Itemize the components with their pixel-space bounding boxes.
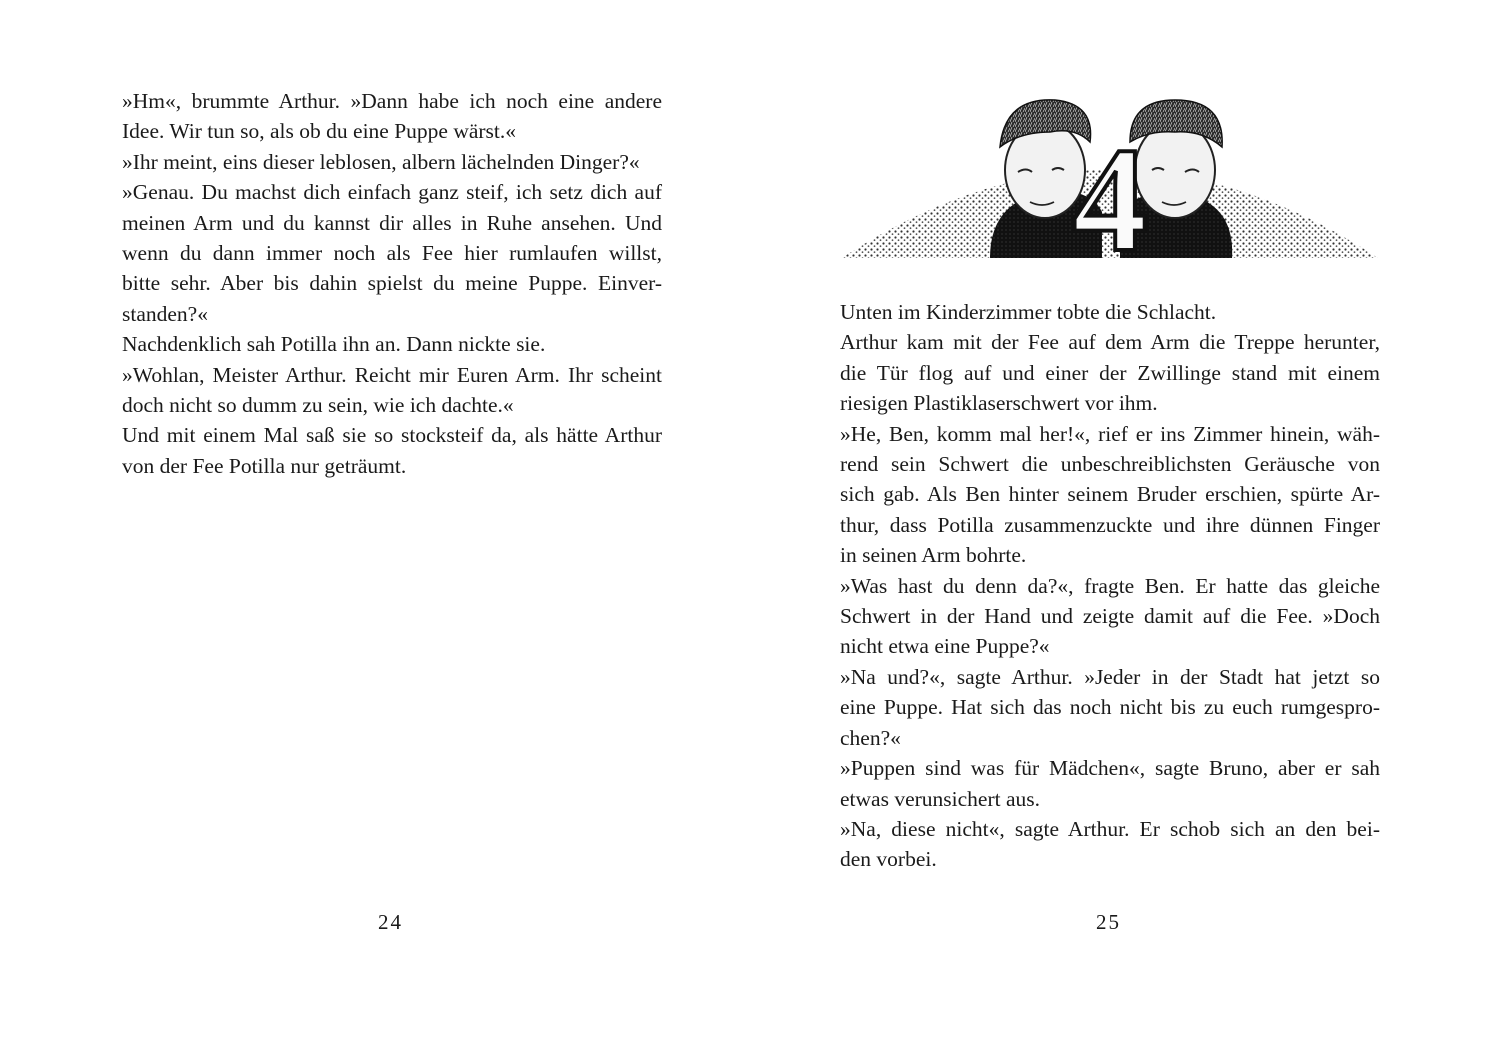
text-line: die Tür flog auf und einer der Zwillinge stand mit einem bbox=[840, 360, 1380, 385]
text-line: bitte sehr. Aber bis dahin spielst du meine Puppe. Einver- bbox=[122, 271, 662, 296]
text-line: »Na, diese nicht«, sagte Arthur. Er schob sich an den bei- bbox=[840, 816, 1380, 841]
text-line: Idee. Wir tun so, als ob du eine Puppe wärst.« bbox=[122, 119, 517, 144]
text-line: nicht etwa eine Puppe?« bbox=[840, 634, 1050, 659]
chapter-illustration bbox=[840, 92, 1380, 264]
text-line: eine Puppe. Hat sich das noch nicht bis zu euch rumgespro- bbox=[840, 695, 1380, 720]
text-line: etwas verunsichert aus. bbox=[840, 786, 1040, 811]
text-line: Unten im Kinderzimmer tobte die Schlacht. bbox=[840, 300, 1217, 324]
text-line: chen?« bbox=[840, 725, 901, 750]
text-line: in seinen Arm bohrte. bbox=[840, 543, 1027, 568]
right-page-text bbox=[840, 297, 1380, 875]
text-line: »Was hast du denn da?«, fragte Ben. Er hatte das gleiche bbox=[840, 573, 1380, 598]
page-number: 24 bbox=[378, 910, 403, 934]
right-page bbox=[750, 0, 1500, 1050]
text-line: »He, Ben, komm mal her!«, rief er ins Zimmer hinein, wäh- bbox=[840, 421, 1380, 446]
text-line: »Hm«, brummte Arthur. »Dann habe ich noch eine andere bbox=[122, 89, 662, 113]
text-line: »Puppen sind was für Mädchen«, sagte Bruno, aber er sah bbox=[840, 756, 1380, 781]
text-line: riesigen Plastiklaserschwert vor ihm. bbox=[840, 391, 1158, 416]
text-line: »Ihr meint, eins dieser leblosen, albern lächelnden Dinger?« bbox=[122, 149, 640, 174]
text-line: meinen Arm und du kannst dir alles in Ruhe ansehen. Und bbox=[122, 210, 662, 235]
text-line: rend sein Schwert die unbeschreiblichsten Geräusche von bbox=[840, 452, 1380, 477]
text-line: »Na und?«, sagte Arthur. »Jeder in der Stadt hat jetzt so bbox=[840, 664, 1380, 689]
text-line: doch nicht so dumm zu sein, wie ich dachte.« bbox=[122, 393, 514, 418]
text-line: Und mit einem Mal saß sie so stocksteif da, als hätte Arthur bbox=[122, 423, 662, 448]
text-line: »Wohlan, Meister Arthur. Reicht mir Euren Arm. Ihr scheint bbox=[122, 362, 662, 387]
text-line: thur, dass Potilla zusammenzuckte und ihre dünnen Finger bbox=[840, 512, 1380, 537]
text-line: standen?« bbox=[122, 301, 208, 326]
text-line: »Genau. Du machst dich einfach ganz steif, ich setz dich auf bbox=[122, 180, 662, 205]
text-line: von der Fee Potilla nur geträumt. bbox=[122, 453, 407, 478]
text-line: Arthur kam mit der Fee auf dem Arm die Treppe herunter, bbox=[840, 330, 1380, 355]
text-line: Nachdenklich sah Potilla ihn an. Dann nickte sie. bbox=[122, 332, 546, 357]
text-line: den vorbei. bbox=[840, 847, 937, 872]
chapter-number: 4 bbox=[1072, 117, 1148, 264]
left-page-text bbox=[122, 86, 662, 481]
text-line: wenn du dann immer noch als Fee hier rumlaufen willst, bbox=[122, 241, 662, 266]
page-number: 25 bbox=[1096, 910, 1121, 934]
text-line: Schwert in der Hand und zeigte damit auf die Fee. »Doch bbox=[840, 604, 1380, 629]
text-line: sich gab. Als Ben hinter seinem Bruder erschien, spürte Ar- bbox=[840, 482, 1380, 507]
